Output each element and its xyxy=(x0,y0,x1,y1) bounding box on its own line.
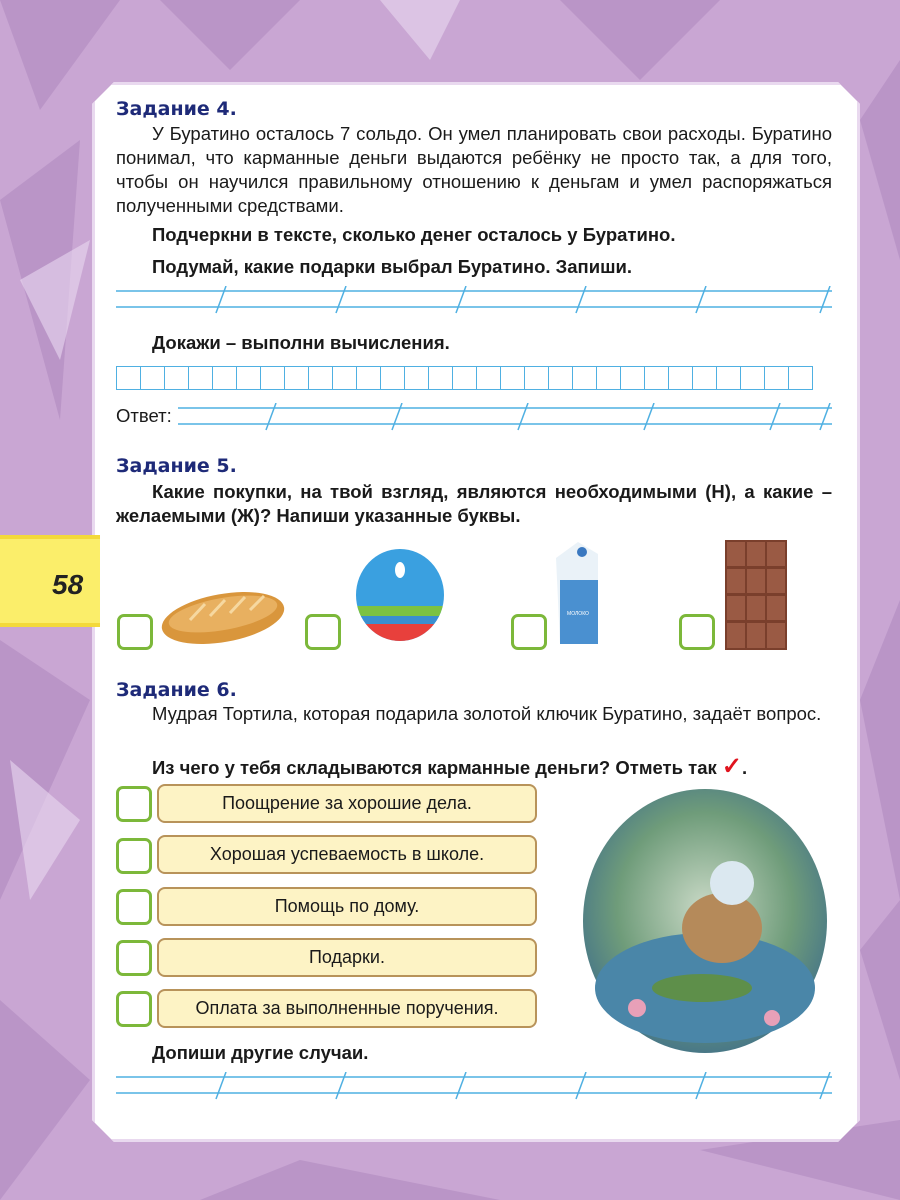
writing-line-2[interactable] xyxy=(116,1072,832,1100)
task4-text: У Буратино осталось 7 сольдо. Он умел планировать свои расходы. Буратино понимал, что карманные деньги выдаются ребёнку не просто так, а для того, чтобы он научился правильному отношению к деньгам и умел распоряжаться полученными средствами. xyxy=(116,123,832,216)
option-checkbox-3[interactable] xyxy=(116,889,152,925)
milk-checkbox[interactable] xyxy=(511,614,547,650)
task6-question: Из чего у тебя складываются карманные деньги? Отметь так ✓. xyxy=(152,753,748,780)
option-checkbox-5[interactable] xyxy=(116,991,152,1027)
task6-text: Мудрая Тортила, которая подарила золотой ключик Буратино, задаёт вопрос. xyxy=(152,703,822,724)
bread-checkbox[interactable] xyxy=(117,614,153,650)
task6-footer: Допиши другие случаи. xyxy=(152,1042,369,1063)
task4-title: Задание 4. xyxy=(116,98,237,120)
ball-checkbox[interactable] xyxy=(305,614,341,650)
writing-line-1[interactable] xyxy=(116,286,832,314)
milk-carton-icon xyxy=(552,540,600,648)
task4-instruction-calc: Докажи – выполни вычисления. xyxy=(152,332,450,353)
answer-label: Ответ: xyxy=(116,405,172,426)
option-5: Оплата за выполненные поручения. xyxy=(157,989,537,1028)
option-2: Хорошая успеваемость в школе. xyxy=(157,835,537,874)
checkmark-icon: ✓ xyxy=(721,753,742,780)
chocolate-bar-icon xyxy=(725,540,787,650)
task4-instruction-underline: Подчеркни в тексте, сколько денег осталось у Буратино. xyxy=(152,224,676,245)
milk-label: МОЛОКО xyxy=(567,611,589,617)
tortila-turtle-illustration xyxy=(582,788,828,1054)
task4-instruction-write: Подумай, какие подарки выбрал Буратино. Запиши. xyxy=(152,256,633,277)
chocolate-checkbox[interactable] xyxy=(679,614,715,650)
option-3: Помощь по дому. xyxy=(157,887,537,926)
option-checkbox-1[interactable] xyxy=(116,786,152,822)
task6-title: Задание 6. xyxy=(116,679,237,701)
page-number-tab xyxy=(0,535,100,627)
option-checkbox-2[interactable] xyxy=(116,838,152,874)
ball-icon xyxy=(354,548,446,642)
task5-text: Какие покупки, на твой взгляд, являются необходимыми (Н), а какие – желаемыми (Ж)? Напиши указанные буквы. xyxy=(116,481,832,526)
option-1: Поощрение за хорошие дела. xyxy=(157,784,537,823)
task5-title: Задание 5. xyxy=(116,455,237,477)
option-checkbox-4[interactable] xyxy=(116,940,152,976)
calculation-grid[interactable] xyxy=(116,366,813,390)
option-4: Подарки. xyxy=(157,938,537,977)
task6-question-text: Из чего у тебя складываются карманные деньги? Отметь так xyxy=(152,757,717,778)
answer-line[interactable] xyxy=(178,403,832,431)
page-number: 58 xyxy=(52,569,84,600)
bread-icon xyxy=(160,590,286,646)
